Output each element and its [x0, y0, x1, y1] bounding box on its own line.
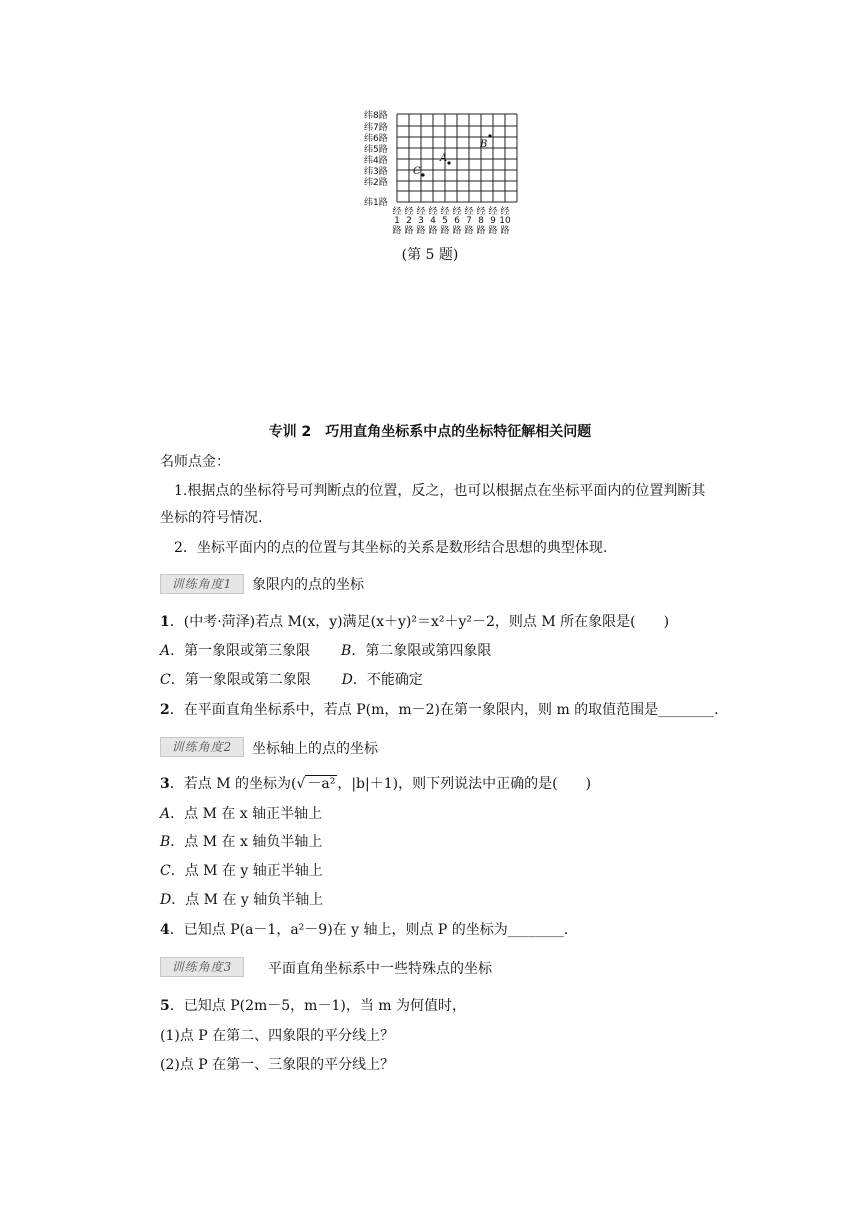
col-label-num: 1 — [394, 216, 400, 226]
question-1 — [160, 612, 669, 632]
point-b-label: B — [480, 139, 488, 150]
col-label-bottom: 路 — [428, 226, 438, 236]
col-label-bottom: 路 — [476, 226, 486, 236]
col-label-num: 3 — [418, 216, 424, 226]
option-b — [341, 643, 491, 659]
col-label-top: 经 — [392, 207, 402, 217]
question-number: 1 — [160, 614, 170, 630]
question-number: 5 — [160, 998, 170, 1014]
question-text: ．在平面直角坐标系中，若点 P(m，m－2)在第一象限内，则 m 的取值范围是________. — [169, 702, 719, 718]
option-d — [342, 672, 423, 688]
tip1-line2: 坐标的符号情况. — [160, 510, 263, 526]
option-row — [160, 670, 423, 690]
row-label: 纬4路 — [364, 156, 388, 166]
col-label-num: 9 — [490, 216, 496, 226]
figure-caption: (第 5 题) — [401, 247, 459, 263]
tip2: 2．坐标平面内的点的位置与其坐标的关系是数形结合思想的典型体现. — [174, 540, 608, 556]
option-letter: C — [160, 672, 171, 688]
row-label: 纬3路 — [364, 167, 388, 177]
question-2 — [160, 700, 719, 720]
option-a — [160, 804, 322, 824]
option-text: ．第一象限或第三象限 — [170, 643, 311, 659]
option-c — [160, 672, 311, 688]
point-a-dot — [447, 161, 450, 164]
col-label-bottom: 路 — [464, 226, 474, 236]
question-text: ．已知点 P(2m－5，m－1)，当 m 为何值时， — [169, 998, 466, 1014]
question-number: 3 — [160, 776, 170, 792]
option-c — [160, 861, 323, 881]
row-label: 纬1路 — [364, 198, 388, 208]
col-label-num: 2 — [406, 216, 412, 226]
col-label-bottom: 路 — [392, 226, 402, 236]
col-label-bottom: 路 — [440, 226, 450, 236]
col-label-bottom: 路 — [416, 226, 426, 236]
question-text: ．已知点 P(a－1，a²－9)在 y 轴上，则点 P 的坐标为________. — [169, 922, 569, 938]
row-label: 纬2路 — [364, 178, 388, 188]
section-title: 专训 2 巧用直角坐标系中点的坐标特征解相关问题 — [268, 424, 592, 440]
question-number: 2 — [160, 702, 170, 718]
row-labels — [364, 109, 388, 208]
col-label-top: 经 — [428, 207, 438, 217]
option-text: ．不能确定 — [352, 672, 423, 688]
row-label: 纬7路 — [364, 123, 388, 133]
col-label-top: 经 — [452, 207, 462, 217]
option-text: ．第二象限或第四象限 — [351, 643, 492, 659]
col-label-bottom: 路 — [404, 226, 414, 236]
question-4 — [160, 920, 568, 940]
col-label-num: 4 — [430, 216, 436, 226]
question-3 — [160, 774, 591, 794]
option-text: ．第一象限或第二象限 — [170, 672, 311, 688]
grid-svg — [360, 104, 540, 244]
col-label-top: 经 — [440, 207, 450, 217]
question-text: ．若点 M 的坐标为( — [169, 776, 297, 792]
point-c-label: C — [413, 166, 421, 177]
street-grid-figure — [360, 104, 540, 244]
option-letter: B — [341, 643, 352, 659]
option-text: ．点 M 在 y 轴正半轴上 — [170, 863, 323, 879]
option-a — [160, 643, 310, 659]
option-letter: B — [160, 834, 171, 850]
option-text: ．点 M 在 x 轴负半轴上 — [170, 834, 323, 850]
option-text: ．点 M 在 y 轴负半轴上 — [171, 892, 324, 908]
sqrt-radicand: －a² — [307, 776, 336, 792]
col-label-num: 7 — [466, 216, 472, 226]
col-label-top: 经 — [488, 207, 498, 217]
col-label-bottom: 路 — [452, 226, 462, 236]
option-b — [160, 832, 322, 852]
option-text: ．点 M 在 x 轴正半轴上 — [170, 806, 323, 822]
training-angle-1-title: 象限内的点的坐标 — [252, 577, 364, 593]
col-label-bottom: 路 — [488, 226, 498, 236]
tip-label: 名师点金： — [160, 454, 230, 470]
training-angle-2-tag: 训练角度2 — [160, 737, 244, 757]
row-label: 纬5路 — [364, 145, 388, 155]
col-label-num: 8 — [478, 216, 484, 226]
question-number: 4 — [160, 922, 170, 938]
row-label: 纬6路 — [364, 134, 388, 144]
option-letter: D — [341, 672, 353, 688]
col-label-num: 10 — [499, 216, 511, 226]
col-label-top: 经 — [464, 207, 474, 217]
option-letter: A — [160, 806, 171, 822]
column-labels — [392, 205, 511, 236]
question-text: ，|b|＋1)，则下列说法中正确的是( ) — [337, 776, 592, 792]
question-text: ．(中考·菏泽)若点 M(x，y)满足(x＋y)²＝x²＋y²－2，则点 M 所在象限是( ) — [169, 614, 670, 630]
point-c-dot — [421, 173, 424, 176]
option-letter: D — [160, 892, 172, 908]
option-row — [160, 641, 491, 661]
option-d — [160, 890, 323, 910]
point-b-dot — [488, 134, 491, 137]
question-5-sub-1: (1)点 P 在第二、四象限的平分线上？ — [160, 1028, 395, 1044]
col-label-top: 经 — [476, 207, 486, 217]
training-angle-2-title: 坐标轴上的点的坐标 — [252, 741, 378, 757]
training-angle-3-tag: 训练角度3 — [160, 957, 244, 977]
tip1-line1: 1.根据点的坐标符号可判断点的位置，反之，也可以根据点在坐标平面内的位置判断其 — [174, 483, 706, 499]
training-angle-1-tag: 训练角度1 — [160, 574, 244, 594]
row-label: 纬8路 — [364, 111, 388, 121]
sqrt-sign: √ — [296, 776, 306, 792]
question-5-sub-2: (2)点 P 在第一、三象限的平分线上？ — [160, 1057, 395, 1073]
col-label-top: 经 — [416, 207, 426, 217]
col-label-top: 经 — [500, 207, 510, 217]
option-letter: A — [160, 643, 171, 659]
col-label-num: 6 — [454, 216, 460, 226]
question-5 — [160, 996, 466, 1016]
col-label-num: 5 — [442, 216, 448, 226]
col-label-top: 经 — [404, 207, 414, 217]
grid-points — [413, 134, 492, 177]
option-letter: C — [160, 863, 171, 879]
training-angle-3-title: 平面直角坐标系中一些特殊点的坐标 — [268, 961, 492, 977]
point-a-label: A — [440, 153, 448, 164]
col-label-bottom: 路 — [500, 226, 510, 236]
grid-lines — [397, 114, 517, 202]
